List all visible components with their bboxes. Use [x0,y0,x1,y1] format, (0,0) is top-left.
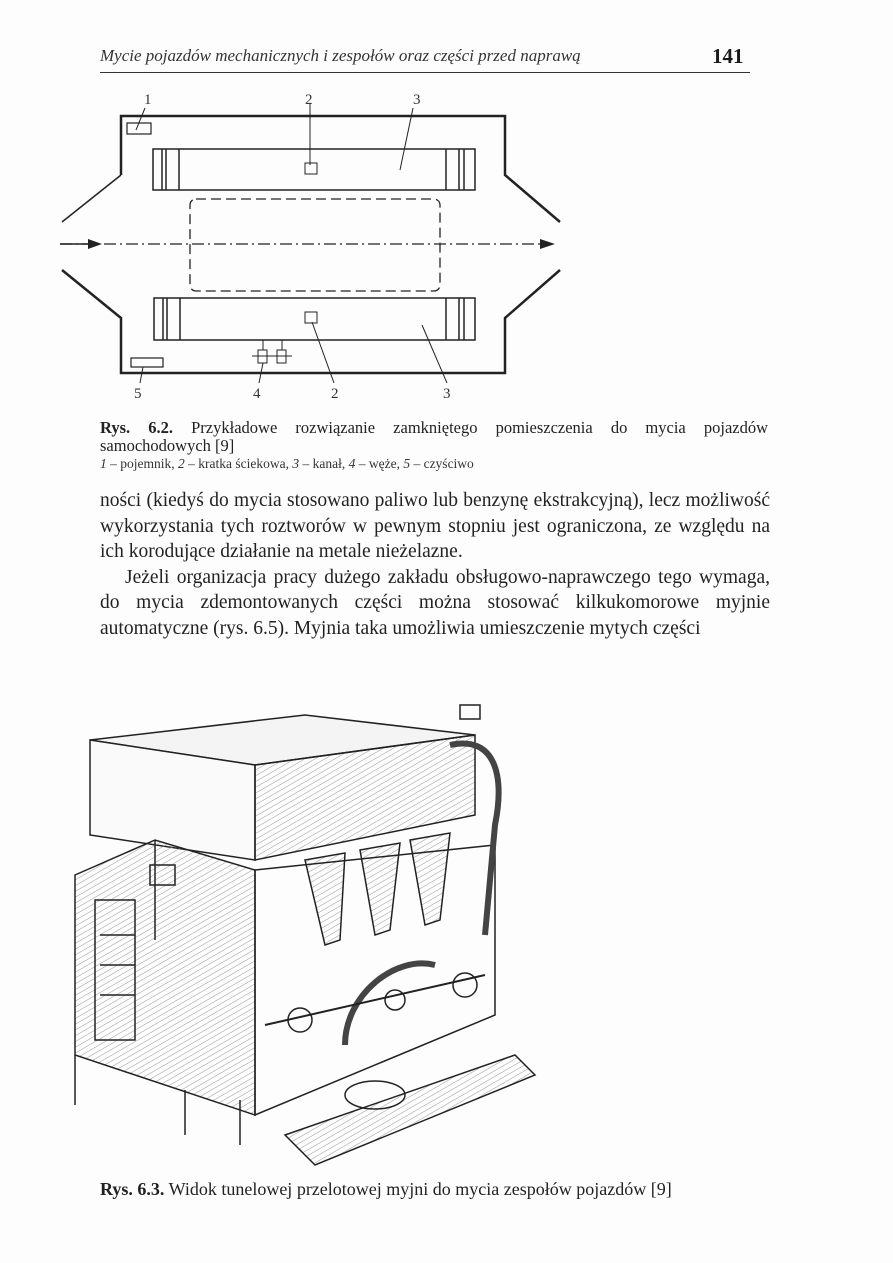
paragraph: ności (kiedyś do mycia stosowano paliwo lub benzynę ekstrakcyjną), lecz możliwość wykorzystania tych roztworów w pewnym stopniu jest ograniczona, ze względu na ich korodujące działanie na metale nieżelazne. [100,490,770,562]
label-3-top: 3 [413,92,421,108]
legend-text: – kanał, [302,456,346,471]
label-5: 5 [134,386,142,402]
arrow-right-icon [540,239,555,249]
channel-top [153,149,475,190]
page-number: 141 [712,44,744,68]
cloth-5 [131,358,163,367]
legend-text: – czyściwo [413,456,474,471]
vehicle-outline [190,199,440,291]
arrow-in-icon [88,239,102,249]
caption-text: Przykładowe rozwiązanie zamkniętego pomieszczenia do mycia pojazdów samochodowych [9] [100,418,769,455]
label-3-bottom: 3 [443,386,451,402]
channel-bottom [154,298,475,340]
legend-text: – kratka ściekowa, [188,456,289,471]
legend-text: – pojemnik, [110,456,175,471]
caption-number: Rys. 6.3. [100,1179,165,1199]
figure-legend [100,455,768,473]
room-wall-top [121,116,560,222]
caption-number: Rys. 6.2. [100,418,173,437]
figure-6-2-diagram [0,0,893,420]
label-4: 4 [253,386,261,402]
figure-6-3-illustration [55,695,545,1170]
legend-text: – węże, [358,456,400,471]
caption-text: Widok tunelowej przelotowej myjni do mycia zespołów pojazdów [9] [168,1179,672,1199]
label-2-bottom: 2 [331,386,339,402]
container-1 [127,123,151,134]
legend-num: 2 [178,456,185,471]
legend-num: 4 [348,456,356,471]
label-2-top: 2 [305,92,313,108]
paragraph: Jeżeli organizacja pracy dużego zakładu obsługowo-naprawczego tego wymaga, do mycia zdemontowanych części można stosować kilkukomorowe myjnie automatyczne (rys. 6.5). Myjnia taka umożliwia umieszczenie mytych części [100,566,770,639]
legend-num: 3 [292,456,300,471]
body-text [100,488,770,641]
label-1: 1 [144,92,152,108]
figure-6-3-caption [100,1180,768,1198]
running-header: Mycie pojazdów mechanicznych i zespołów oraz części przed naprawą [100,46,581,65]
legend-num: 1 [100,456,107,471]
figure-6-2-caption [100,419,768,473]
legend-num: 5 [403,456,411,471]
